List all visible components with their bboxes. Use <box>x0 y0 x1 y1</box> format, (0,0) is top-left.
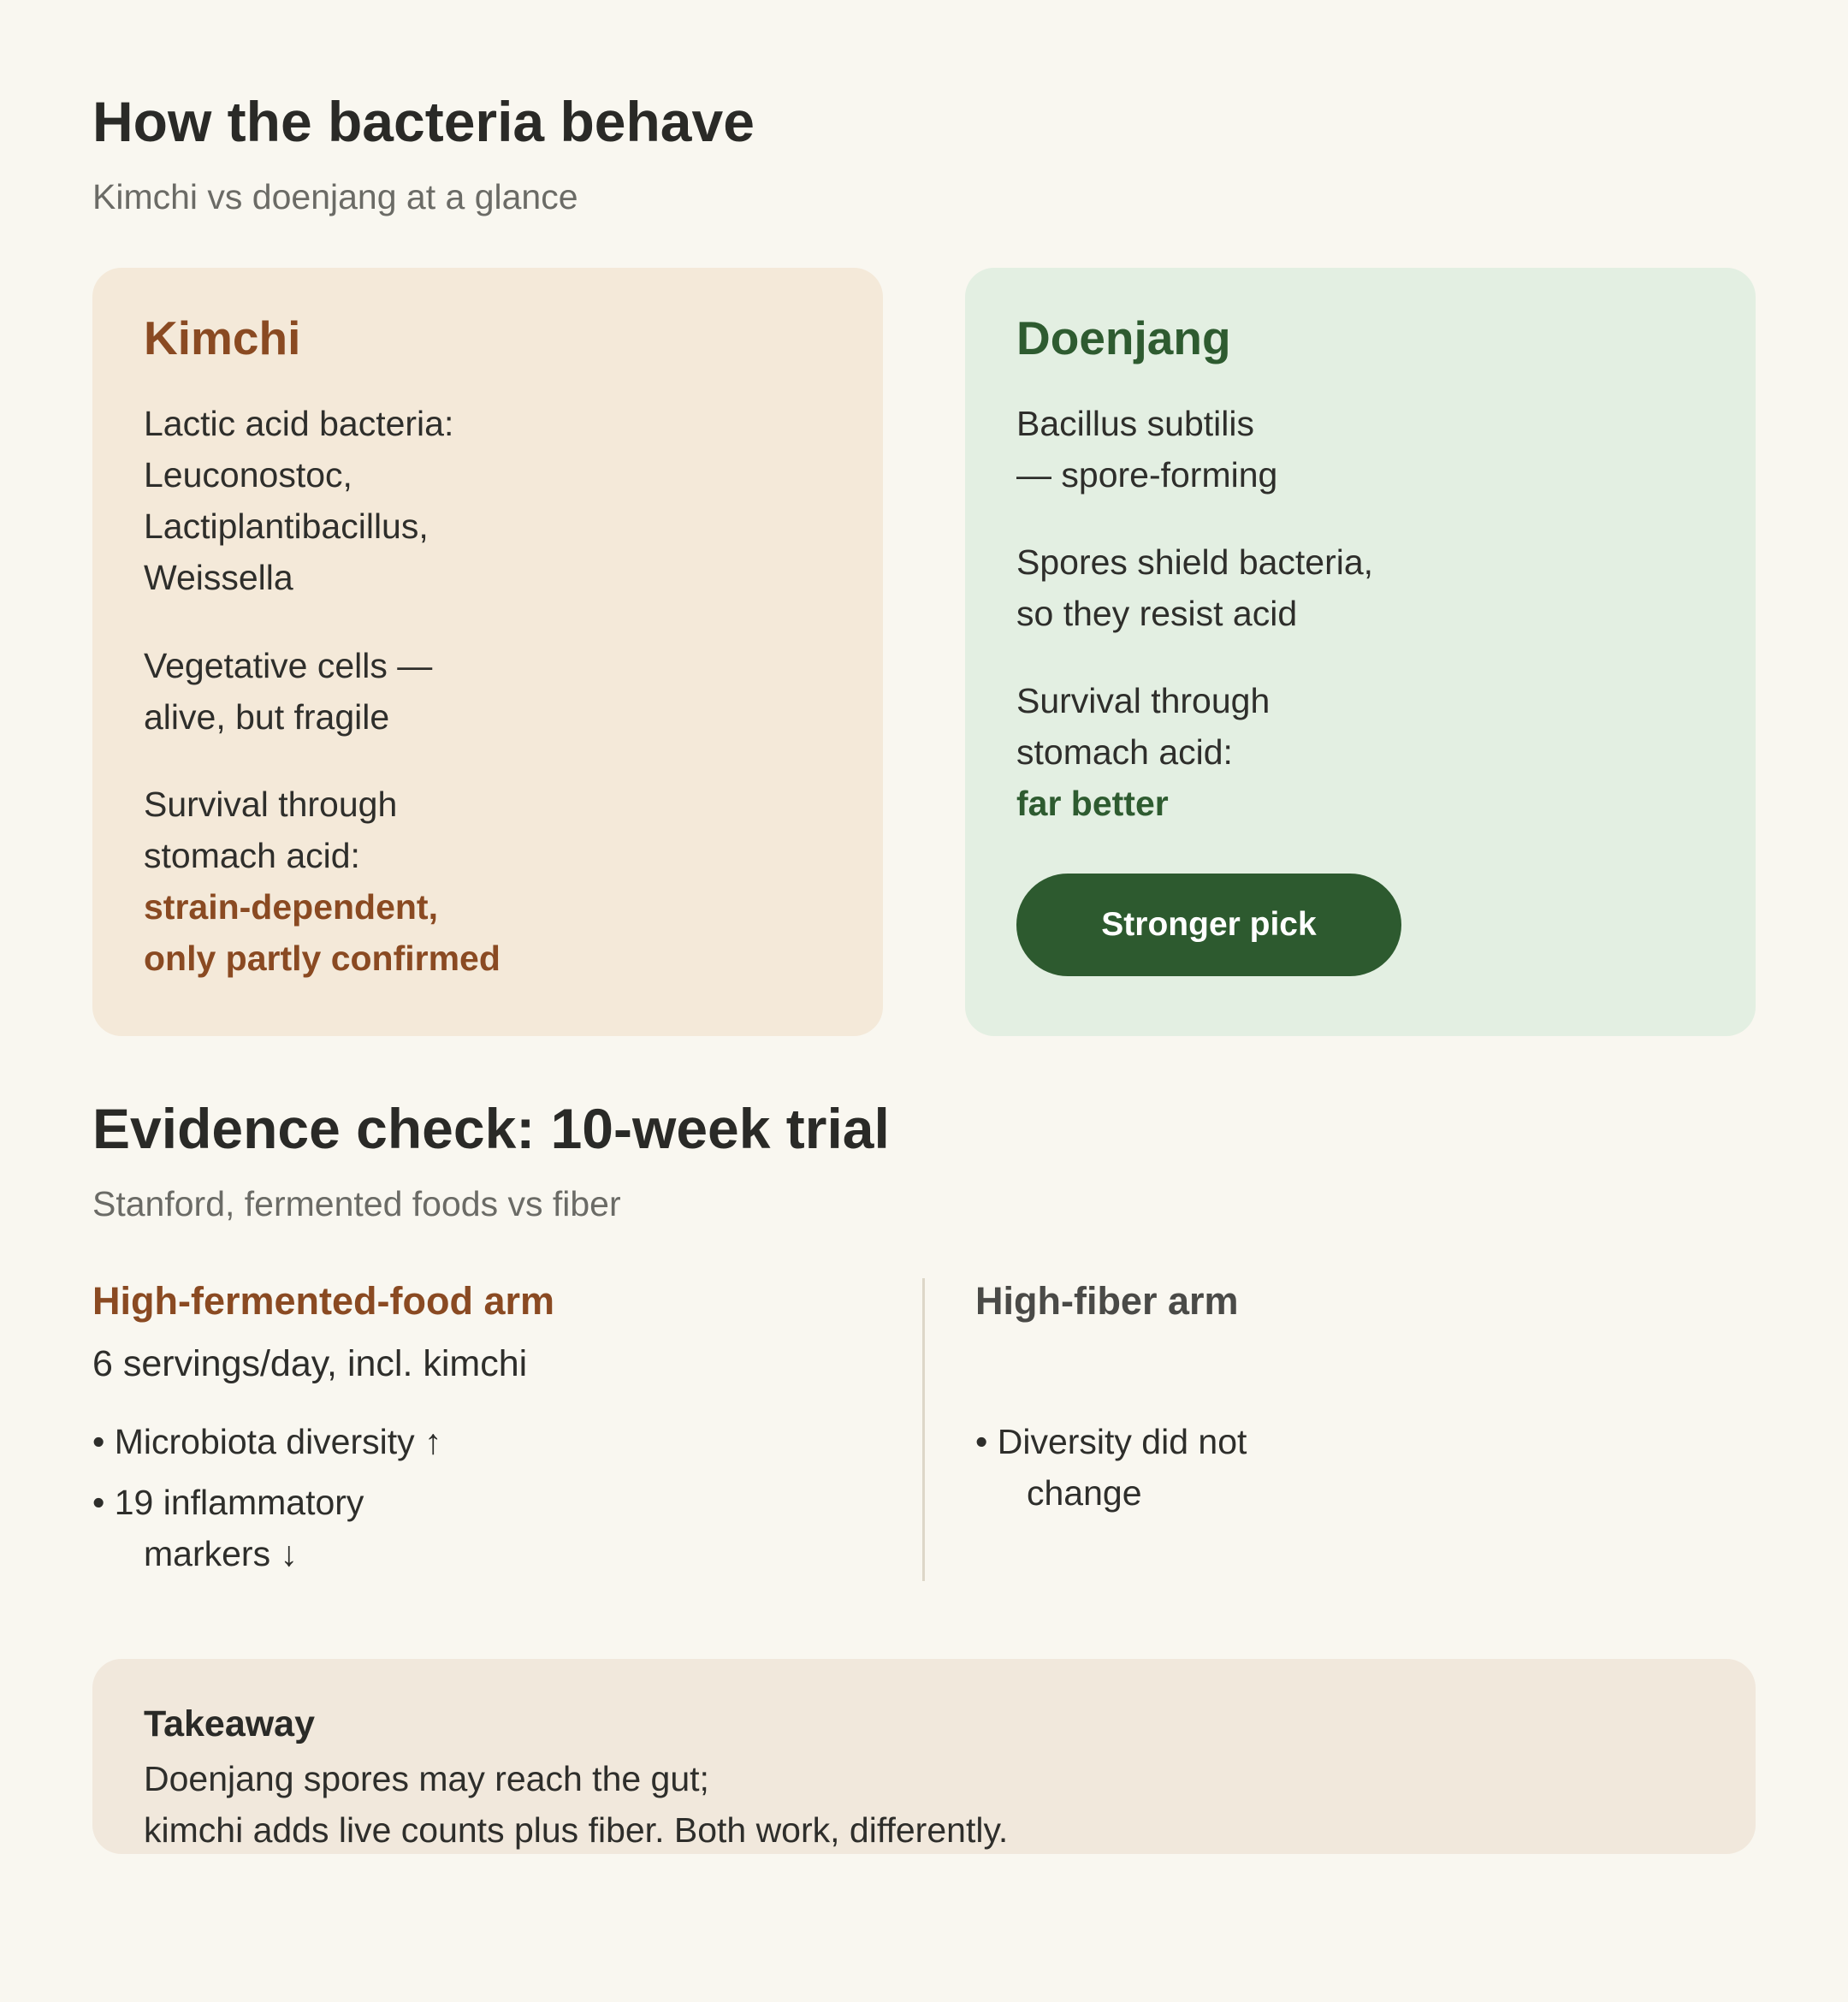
kimchi-cells-text: Vegetative cells — alive, but fragile <box>144 646 433 737</box>
section-title-evidence: Evidence check: 10-week trial <box>92 1097 890 1160</box>
stronger-pick-button[interactable]: Stronger pick <box>1016 874 1401 976</box>
fiber-bullet-diversity: • Diversity did not change <box>975 1422 1247 1513</box>
kimchi-survival-verdict: strain-dependent, only partly confirmed <box>144 887 500 978</box>
kimchi-card <box>92 268 883 1036</box>
doenjang-survival-verdict: far better <box>1016 784 1169 823</box>
doenjang-bacteria-text: Bacillus subtilis — spore-forming <box>1016 404 1278 495</box>
fermented-arm-title: High-fermented-food arm <box>92 1279 554 1323</box>
kimchi-card-title: Kimchi <box>144 311 301 364</box>
section-subtitle-bacteria: Kimchi vs doenjang at a glance <box>92 177 578 216</box>
takeaway-body: Doenjang spores may reach the gut; kimchi adds live counts plus fiber. Both work, differently. <box>144 1759 1009 1850</box>
section-title-bacteria: How the bacteria behave <box>92 90 755 153</box>
doenjang-spores-text: Spores shield bacteria, so they resist acid <box>1016 542 1374 633</box>
kimchi-bacteria-text: Lactic acid bacteria: Leuconostoc, Lactiplantibacillus, Weissella <box>144 404 454 597</box>
kimchi-survival-text: Survival through stomach acid: strain-dependent, only partly confirmed <box>144 785 500 978</box>
fermented-arm-servings: 6 servings/day, incl. kimchi <box>92 1343 528 1384</box>
fiber-arm-title: High-fiber arm <box>975 1279 1239 1323</box>
takeaway-box <box>92 1659 1756 1854</box>
takeaway-title: Takeaway <box>144 1703 316 1744</box>
arm-divider <box>922 1278 925 1581</box>
fermented-bullet-diversity: • Microbiota diversity ↑ <box>92 1422 442 1461</box>
fermented-bullet-markers: • 19 inflammatory markers ↓ <box>92 1483 364 1573</box>
doenjang-card <box>965 268 1756 1036</box>
section-subtitle-evidence: Stanford, fermented foods vs fiber <box>92 1184 621 1223</box>
doenjang-survival-text: Survival through stomach acid: far better <box>1016 681 1270 823</box>
doenjang-card-title: Doenjang <box>1016 311 1231 364</box>
